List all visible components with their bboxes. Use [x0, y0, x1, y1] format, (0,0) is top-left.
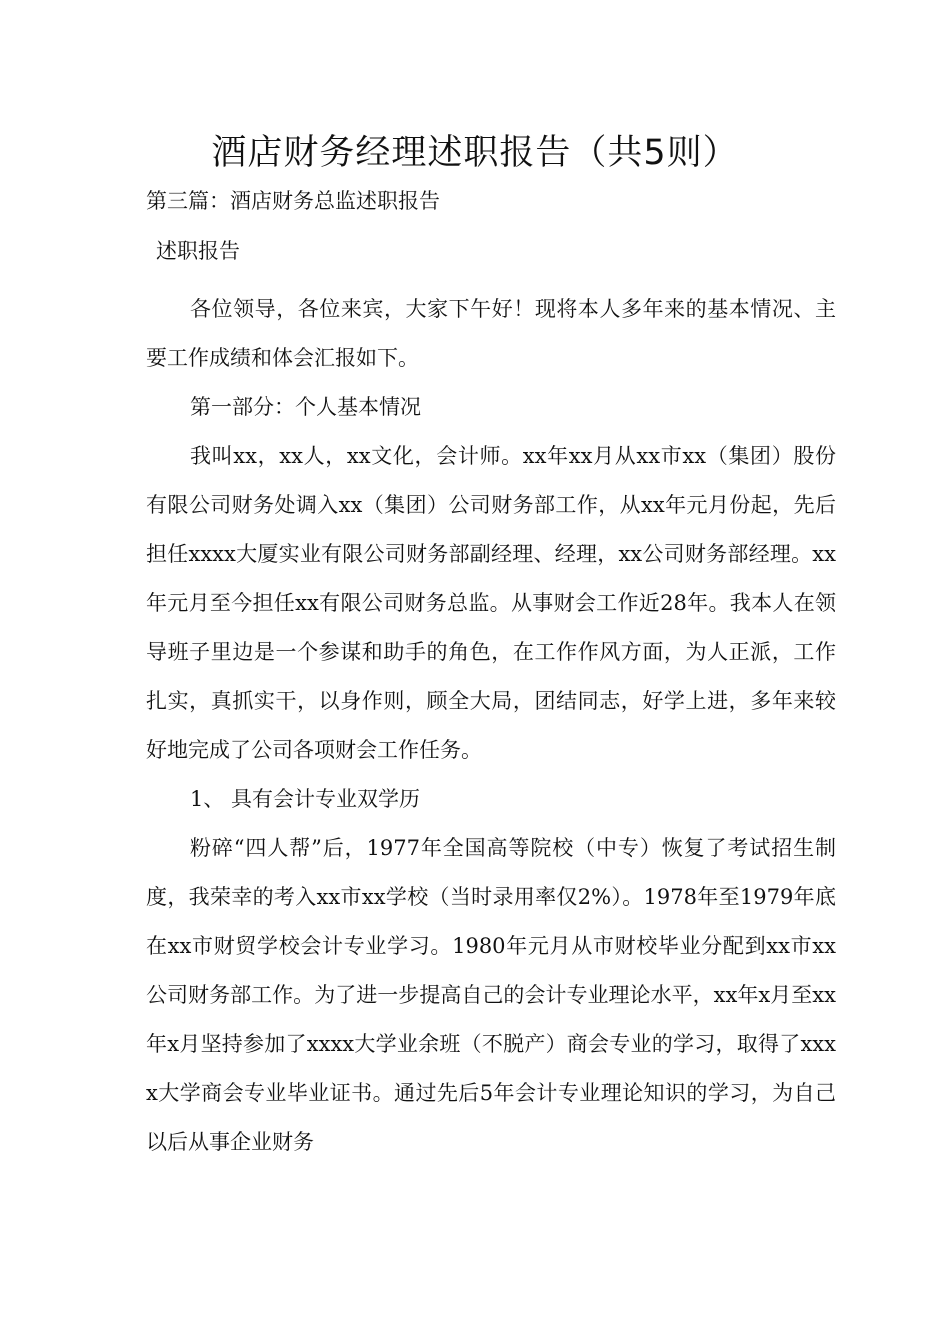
document-subtitle: 第三篇：酒店财务总监述职报告: [146, 189, 440, 213]
section-heading-part-one: 第一部分：个人基本情况: [190, 395, 421, 419]
body-text: [146, 285, 836, 1167]
section-label: 述职报告: [156, 239, 240, 263]
paragraph-personal-info: 我叫xx，xx人，xx文化，会计师。xx年xx月从xx市xx（集团）股份有限公司财务处调入xx（集团）公司财务部工作，从xx年元月份起，先后担任xxxx大厦实业有限公司财务部副经理、经理，xx公司财务部经理。xx年元月至今担任xx有限公司财务总监。从事财会工作近28年。我本人在领导班子里边是一个参谋和助手的角色，在工作作风方面，为人正派，工作扎实，真抓实干，以身作则，顾全大局，团结同志，好学上进，多年来较好地完成了公司各项财会工作任务。: [146, 444, 836, 762]
document-title: 酒店财务经理述职报告（共5则）: [211, 133, 739, 173]
paragraph-education: 粉碎“四人帮”后，1977年全国高等院校（中专）恢复了考试招生制度，我荣幸的考入xx市xx学校（当时录用率仅2%）。1978年至1979年底在xx市财贸学校会计专业学习。1980年元月从市财校毕业分配到xx市xx公司财务部工作。为了进一步提高自己的会计专业理论水平，xx年x月至xx年x月坚持参加了xxxx大学业余班（不脱产）商会专业的学习，取得了xxxx大学商会专业毕业证书。通过先后5年会计专业理论知识的学习，为自己以后从事企业财务: [146, 836, 836, 1154]
paragraph-greeting: 各位领导，各位来宾，大家下午好！现将本人多年来的基本情况、主要工作成绩和体会汇报如下。: [146, 297, 836, 370]
list-item-heading: 1、 具有会计专业双学历: [190, 787, 421, 811]
